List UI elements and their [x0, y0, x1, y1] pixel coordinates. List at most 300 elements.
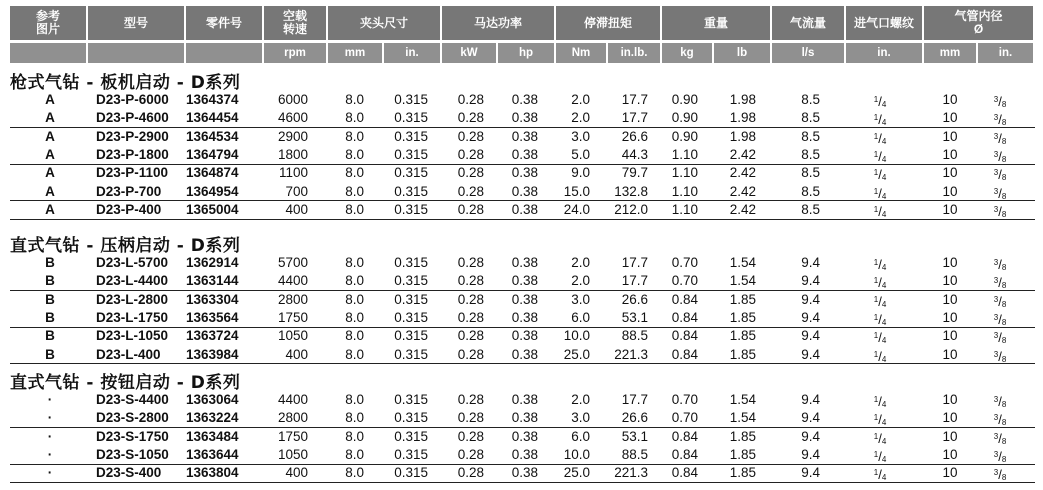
header-label-line: Ø	[973, 22, 984, 36]
fraction-numerator: 1	[873, 468, 879, 478]
thread-fraction: $^1/_4$	[873, 257, 887, 272]
chuck-mm-cell: 8.0	[345, 392, 364, 407]
model-header	[88, 6, 184, 40]
chuck-mm-cell: 8.0	[345, 410, 364, 426]
model-cell: D23-S-400	[96, 465, 162, 481]
chuck-in-cell: 0.315	[394, 92, 428, 107]
weight-kg-cell: 0.84	[671, 310, 698, 326]
table-row	[0, 309, 1043, 326]
fraction-numerator: 1	[873, 113, 879, 123]
airflow-cell: 8.5	[801, 202, 820, 218]
part-cell: 1363304	[186, 291, 239, 307]
fraction-numerator: 1	[873, 131, 879, 141]
weight-lb-cell: 1.98	[729, 128, 756, 144]
rpm-cell: 1050	[277, 447, 308, 463]
torque-nm-cell: 9.0	[571, 165, 590, 181]
part-header	[186, 6, 262, 40]
hose-mm-cell: 10	[942, 310, 958, 326]
header-label-line: 零件号	[205, 15, 242, 30]
thread-fraction: $^1/_4$	[873, 167, 887, 183]
torque-nm-cell: 6.0	[571, 310, 590, 326]
ref-cell: B	[45, 291, 55, 307]
thread-fraction: $^1/_4$	[873, 312, 887, 328]
weight-lb-cell: 1.85	[729, 428, 756, 444]
hose-in-fraction: $^3/_8$	[993, 449, 1007, 465]
header-label-line: 转速	[282, 22, 307, 36]
header-label-line: 进气口螺纹	[853, 15, 914, 30]
unit-cell: in.	[384, 43, 440, 63]
hose-in-fraction: $^3/_8$	[993, 312, 1007, 328]
weight-kg-cell: 0.84	[671, 328, 698, 344]
table-row	[0, 146, 1043, 163]
model-cell: D23-S-1050	[96, 447, 169, 463]
power-kw-cell: 0.28	[457, 465, 484, 481]
airflow-cell: 9.4	[801, 447, 820, 463]
header-label-line: 气管内径	[954, 9, 1003, 23]
power-hp-cell: 0.38	[511, 255, 538, 270]
power-hp-cell: 0.38	[511, 346, 538, 362]
rpm-cell: 1750	[277, 428, 308, 444]
weight-lb-cell: 1.98	[729, 92, 756, 107]
thread-fraction: $^1/_4$	[873, 149, 887, 165]
model-cell: D23-P-4600	[96, 110, 169, 126]
unit-cell	[186, 43, 262, 63]
model-cell: D23-L-1050	[96, 328, 169, 344]
chuck-in-cell: 0.315	[394, 465, 428, 481]
fraction-denominator: 8	[1001, 336, 1007, 346]
fraction-numerator: 3	[993, 276, 999, 286]
hose-mm-cell: 10	[942, 465, 958, 481]
chuck-mm-cell: 8.0	[345, 92, 364, 107]
airflow-cell: 9.4	[801, 310, 820, 326]
fraction-numerator: 1	[873, 331, 879, 341]
model-cell: D23-S-1750	[96, 428, 169, 444]
torque-inlb-cell: 53.1	[621, 310, 648, 326]
hose-in-fraction: $^3/_8$	[993, 257, 1007, 272]
fraction-denominator: 4	[881, 281, 887, 291]
fraction-numerator: 3	[993, 468, 999, 478]
torque-inlb-cell: 132.8	[614, 183, 648, 199]
unit-cell	[88, 43, 184, 63]
fraction-denominator: 8	[1001, 118, 1007, 128]
torque-nm-cell: 3.0	[571, 291, 590, 307]
weight-lb-cell: 1.54	[729, 255, 756, 270]
weight-kg-cell: 0.90	[671, 92, 698, 107]
thread-fraction: $^1/_4$	[873, 467, 887, 483]
weight-kg-cell: 1.10	[671, 147, 698, 163]
fraction-denominator: 8	[1001, 436, 1007, 446]
power-kw-cell: 0.28	[457, 328, 484, 344]
fraction-denominator: 8	[1001, 400, 1007, 409]
torque-nm-cell: 24.0	[563, 202, 590, 218]
model-cell: D23-P-2900	[96, 128, 169, 144]
ref-cell: A	[45, 202, 55, 218]
power-hp-cell: 0.38	[511, 202, 538, 218]
power-hp-cell: 0.38	[511, 273, 538, 289]
chuck-in-cell: 0.315	[394, 255, 428, 270]
section-title: 直式气钻 - 压柄启动 - D系列	[10, 236, 241, 256]
part-cell: 1364874	[186, 165, 239, 181]
table-row	[0, 391, 1043, 408]
rpm-cell: 1750	[277, 310, 308, 326]
weight-lb-cell: 1.85	[729, 310, 756, 326]
chuck-in-cell: 0.315	[394, 346, 428, 362]
weight-lb-cell: 1.85	[729, 465, 756, 481]
unit-cell: mm	[924, 43, 976, 63]
hose-mm-cell: 10	[942, 447, 958, 463]
chuck-mm-cell: 8.0	[345, 310, 364, 326]
speed-header	[264, 6, 326, 40]
fraction-denominator: 8	[1001, 354, 1007, 364]
thread-fraction: $^1/_4$	[873, 94, 887, 109]
power-kw-cell: 0.28	[457, 273, 484, 289]
part-cell: 1363724	[186, 328, 239, 344]
chuck-in-cell: 0.315	[394, 447, 428, 463]
hose-in-fraction: $^3/_8$	[993, 204, 1007, 220]
fraction-numerator: 3	[993, 413, 999, 423]
ref-header	[10, 6, 86, 40]
table-row	[0, 409, 1043, 426]
power-hp-cell: 0.38	[511, 92, 538, 107]
unit-cell: lb	[714, 43, 770, 63]
table-row	[0, 91, 1043, 108]
inlet-thread-header	[846, 6, 922, 40]
hose-in-fraction: $^3/_8$	[993, 149, 1007, 165]
table-row	[0, 291, 1043, 308]
weight-kg-cell: 0.84	[671, 428, 698, 444]
torque-nm-cell: 2.0	[571, 110, 590, 126]
model-cell: D23-L-5700	[96, 255, 169, 270]
part-cell: 1363144	[186, 273, 239, 289]
row-divider	[10, 482, 1035, 483]
ref-cell: B	[45, 273, 55, 289]
hose-in-fraction: $^3/_8$	[993, 130, 1007, 146]
weight-kg-cell: 0.90	[671, 128, 698, 144]
part-cell: 1365004	[186, 202, 239, 218]
hose-in-fraction: $^3/_8$	[993, 275, 1007, 291]
torque-inlb-cell: 17.7	[621, 255, 648, 270]
unit-cell: mm	[328, 43, 382, 63]
hose-mm-cell: 10	[942, 410, 958, 426]
torque-inlb-cell: 79.7	[621, 165, 648, 181]
hose-mm-cell: 10	[942, 147, 958, 163]
thread-fraction: $^1/_4$	[873, 449, 887, 465]
torque-header	[556, 6, 660, 40]
chuck-mm-cell: 8.0	[345, 465, 364, 481]
header-label-line: 参考	[35, 9, 60, 23]
fraction-denominator: 8	[1001, 299, 1007, 309]
model-cell: D23-L-2800	[96, 291, 169, 307]
fraction-denominator: 8	[1001, 418, 1007, 428]
thread-fraction: $^1/_4$	[873, 293, 887, 309]
torque-inlb-cell: 17.7	[621, 392, 648, 407]
thread-fraction: $^1/_4$	[873, 430, 887, 446]
airflow-cell: 9.4	[801, 392, 820, 407]
fraction-numerator: 3	[993, 131, 999, 141]
unit-cell: l/s	[772, 43, 844, 63]
header-label-line: 空载	[282, 9, 307, 23]
fraction-numerator: 3	[993, 258, 999, 267]
fraction-numerator: 3	[993, 95, 999, 104]
fraction-numerator: 1	[873, 95, 879, 104]
ref-cell: A	[45, 147, 55, 163]
thread-fraction: $^1/_4$	[873, 112, 887, 128]
row-divider	[10, 219, 1035, 220]
header-label-line: 图片	[35, 22, 60, 36]
fraction-numerator: 1	[873, 450, 879, 460]
header-label-line: 重量	[703, 15, 728, 30]
unit-cell: in.	[978, 43, 1033, 63]
rpm-cell: 400	[285, 465, 308, 481]
ref-cell: A	[45, 92, 55, 107]
chuck-in-cell: 0.315	[394, 110, 428, 126]
hose-mm-cell: 10	[942, 273, 958, 289]
hose-mm-cell: 10	[942, 291, 958, 307]
chuck-mm-cell: 8.0	[345, 346, 364, 362]
fraction-numerator: 3	[993, 168, 999, 178]
power-kw-cell: 0.28	[457, 165, 484, 181]
power-hp-cell: 0.38	[511, 165, 538, 181]
power-kw-cell: 0.28	[457, 110, 484, 126]
table-row	[0, 254, 1043, 271]
model-cell: D23-L-4400	[96, 273, 169, 289]
rpm-cell: 2900	[277, 128, 308, 144]
model-cell: D23-P-1100	[96, 165, 169, 181]
torque-inlb-cell: 221.3	[614, 346, 648, 362]
part-cell: 1363484	[186, 428, 239, 444]
rpm-cell: 400	[285, 346, 308, 362]
rpm-cell: 4400	[277, 392, 308, 407]
hose-in-fraction: $^3/_8$	[993, 167, 1007, 183]
power-hp-cell: 0.38	[511, 183, 538, 199]
chuck-in-cell: 0.315	[394, 273, 428, 289]
rpm-cell: 4400	[277, 273, 308, 289]
weight-lb-cell: 2.42	[729, 165, 756, 181]
part-cell: 1363564	[186, 310, 239, 326]
torque-nm-cell: 3.0	[571, 128, 590, 144]
airflow-cell: 9.4	[801, 273, 820, 289]
fraction-numerator: 3	[993, 150, 999, 160]
thread-fraction: $^1/_4$	[873, 275, 887, 291]
fraction-denominator: 4	[881, 354, 887, 364]
fraction-numerator: 1	[873, 413, 879, 423]
fraction-denominator: 4	[881, 173, 887, 183]
rpm-cell: 700	[285, 183, 308, 199]
weight-lb-cell: 1.54	[729, 410, 756, 426]
ref-cell: B	[45, 346, 55, 362]
weight-lb-cell: 2.42	[729, 202, 756, 218]
rpm-cell: 1050	[277, 328, 308, 344]
torque-nm-cell: 10.0	[563, 328, 590, 344]
power-hp-cell: 0.38	[511, 110, 538, 126]
weight-kg-cell: 0.84	[671, 291, 698, 307]
hose-in-fraction: $^3/_8$	[993, 412, 1007, 428]
table-row	[0, 183, 1043, 200]
fraction-numerator: 1	[873, 276, 879, 286]
unit-cell: in.	[846, 43, 922, 63]
chuck-in-cell: 0.315	[394, 410, 428, 426]
airflow-cell: 8.5	[801, 128, 820, 144]
torque-nm-cell: 25.0	[563, 346, 590, 362]
power-kw-cell: 0.28	[457, 202, 484, 218]
fraction-numerator: 1	[873, 395, 879, 404]
model-cell: D23-P-1800	[96, 147, 169, 163]
chuck-header	[328, 6, 440, 40]
table-row	[0, 327, 1043, 344]
power-kw-cell: 0.28	[457, 392, 484, 407]
thread-fraction: $^1/_4$	[873, 185, 887, 201]
fraction-numerator: 1	[873, 313, 879, 323]
fraction-denominator: 8	[1001, 281, 1007, 291]
weight-lb-cell: 1.85	[729, 447, 756, 463]
torque-inlb-cell: 26.6	[621, 128, 648, 144]
torque-nm-cell: 25.0	[563, 465, 590, 481]
power-kw-cell: 0.28	[457, 92, 484, 107]
ref-cell: A	[45, 128, 55, 144]
fraction-numerator: 3	[993, 395, 999, 404]
weight-kg-cell: 0.84	[671, 465, 698, 481]
header-label-line: 夹头尺寸	[359, 15, 408, 30]
unit-cell: Nm	[556, 43, 606, 63]
hose-mm-cell: 10	[942, 346, 958, 362]
fraction-denominator: 4	[881, 118, 887, 128]
unit-cell: kg	[662, 43, 712, 63]
thread-fraction: $^1/_4$	[873, 330, 887, 346]
torque-nm-cell: 2.0	[571, 255, 590, 270]
fraction-numerator: 3	[993, 331, 999, 341]
chuck-mm-cell: 8.0	[345, 128, 364, 144]
power-hp-cell: 0.38	[511, 128, 538, 144]
hose-in-fraction: $^3/_8$	[993, 330, 1007, 346]
weight-header	[662, 6, 770, 40]
thread-fraction: $^1/_4$	[873, 348, 887, 364]
section-title: 枪式气钻 - 板机启动 - D系列	[10, 73, 241, 93]
chuck-mm-cell: 8.0	[345, 165, 364, 181]
power-kw-cell: 0.28	[457, 428, 484, 444]
power-hp-cell: 0.38	[511, 310, 538, 326]
hose-in-fraction: $^3/_8$	[993, 348, 1007, 364]
chuck-in-cell: 0.315	[394, 291, 428, 307]
weight-lb-cell: 1.54	[729, 273, 756, 289]
fraction-denominator: 4	[881, 191, 887, 201]
fraction-numerator: 1	[873, 349, 879, 359]
fraction-numerator: 1	[873, 150, 879, 160]
hose-mm-cell: 10	[942, 183, 958, 199]
hose-mm-cell: 10	[942, 328, 958, 344]
power-kw-cell: 0.28	[457, 410, 484, 426]
fraction-denominator: 8	[1001, 173, 1007, 183]
fraction-denominator: 8	[1001, 473, 1007, 483]
power-hp-cell: 0.38	[511, 147, 538, 163]
hose-mm-cell: 10	[942, 392, 958, 407]
table-row	[0, 346, 1043, 363]
row-divider	[10, 363, 1035, 364]
hose-mm-cell: 10	[942, 165, 958, 181]
hose-in-fraction: $^3/_8$	[993, 430, 1007, 446]
fraction-denominator: 4	[881, 436, 887, 446]
rpm-cell: 2800	[277, 291, 308, 307]
part-cell: 1362914	[186, 255, 239, 270]
airflow-cell: 9.4	[801, 346, 820, 362]
ref-cell: A	[45, 110, 55, 126]
header-label-line: 型号	[123, 15, 148, 30]
fraction-numerator: 3	[993, 450, 999, 460]
model-cell: D23-P-700	[96, 183, 162, 199]
header-label-line: 马达功率	[473, 15, 522, 30]
weight-lb-cell: 1.85	[729, 291, 756, 307]
weight-kg-cell: 0.70	[671, 410, 698, 426]
table-row	[0, 464, 1043, 481]
torque-inlb-cell: 26.6	[621, 410, 648, 426]
unit-cell: in.lb.	[608, 43, 660, 63]
table-row	[0, 128, 1043, 145]
chuck-in-cell: 0.315	[394, 147, 428, 163]
chuck-mm-cell: 8.0	[345, 183, 364, 199]
thread-fraction: $^1/_4$	[873, 394, 887, 409]
fraction-numerator: 1	[873, 258, 879, 267]
torque-nm-cell: 2.0	[571, 273, 590, 289]
header-label-line: 气流量	[789, 15, 826, 30]
hose-in-fraction: $^3/_8$	[993, 467, 1007, 483]
part-cell: 1364534	[186, 128, 239, 144]
chuck-in-cell: 0.315	[394, 128, 428, 144]
fraction-denominator: 8	[1001, 136, 1007, 146]
power-kw-cell: 0.28	[457, 291, 484, 307]
airflow-cell: 9.4	[801, 428, 820, 444]
table-row	[0, 428, 1043, 445]
hose-in-fraction: $^3/_8$	[993, 185, 1007, 201]
airflow-cell: 8.5	[801, 165, 820, 181]
power-kw-cell: 0.28	[457, 183, 484, 199]
fraction-denominator: 4	[881, 336, 887, 346]
fraction-denominator: 8	[1001, 100, 1007, 109]
torque-nm-cell: 6.0	[571, 428, 590, 444]
chuck-in-cell: 0.315	[394, 165, 428, 181]
weight-kg-cell: 1.10	[671, 202, 698, 218]
weight-kg-cell: 0.70	[671, 273, 698, 289]
chuck-mm-cell: 8.0	[345, 110, 364, 126]
fraction-denominator: 4	[881, 155, 887, 165]
fraction-denominator: 8	[1001, 155, 1007, 165]
airflow-cell: 8.5	[801, 147, 820, 163]
weight-kg-cell: 1.10	[671, 183, 698, 199]
torque-inlb-cell: 44.3	[621, 147, 648, 163]
fraction-denominator: 4	[881, 299, 887, 309]
chuck-in-cell: 0.315	[394, 328, 428, 344]
fraction-denominator: 4	[881, 318, 887, 328]
part-cell: 1363804	[186, 465, 239, 481]
power-header	[442, 6, 554, 40]
ref-cell: ·	[47, 447, 53, 463]
torque-nm-cell: 2.0	[571, 92, 590, 107]
part-cell: 1364954	[186, 183, 239, 199]
fraction-denominator: 8	[1001, 191, 1007, 201]
thread-fraction: $^1/_4$	[873, 130, 887, 146]
chuck-in-cell: 0.315	[394, 392, 428, 407]
ref-cell: ·	[47, 392, 53, 407]
thread-fraction: $^1/_4$	[873, 204, 887, 220]
chuck-in-cell: 0.315	[394, 428, 428, 444]
chuck-mm-cell: 8.0	[345, 291, 364, 307]
hose-mm-cell: 10	[942, 128, 958, 144]
hose-mm-cell: 10	[942, 110, 958, 126]
torque-inlb-cell: 53.1	[621, 428, 648, 444]
part-cell: 1363644	[186, 447, 239, 463]
fraction-denominator: 8	[1001, 318, 1007, 328]
ref-cell: B	[45, 328, 55, 344]
part-cell: 1364794	[186, 147, 239, 163]
weight-lb-cell: 2.42	[729, 147, 756, 163]
